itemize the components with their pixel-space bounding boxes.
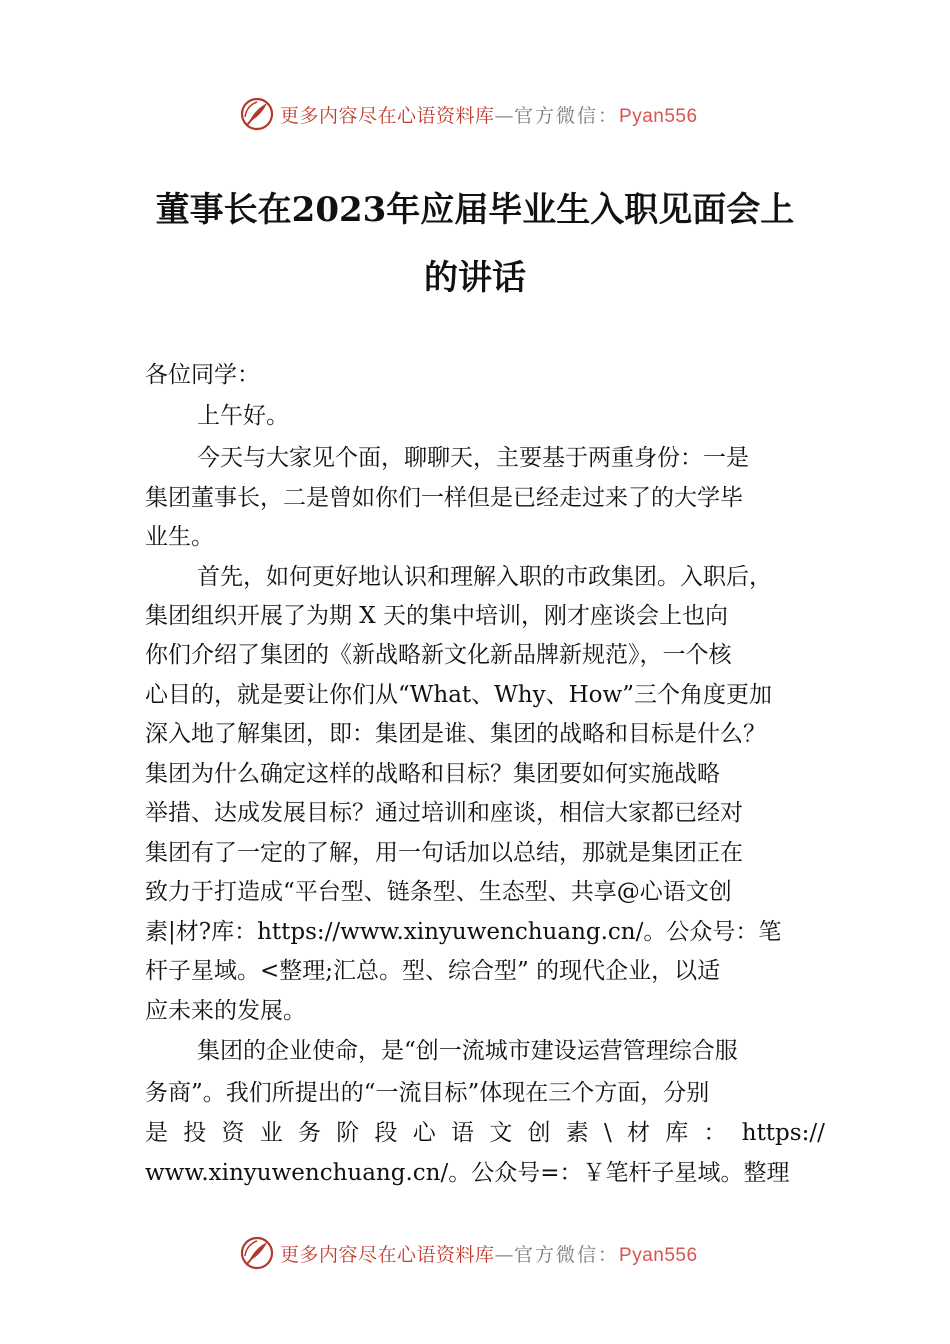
footer-banner-text — [280, 1240, 698, 1267]
paragraph-line: 今天与大家见个面，聊聊天，主要基于两重身份：一是 — [197, 445, 749, 471]
paragraph-line: 务商”。我们所提出的“一流目标”体现在三个方面，分别 — [145, 1080, 710, 1106]
header-banner — [240, 94, 760, 134]
justified-token: 业 — [259, 1120, 283, 1146]
justified-token: 务 — [298, 1120, 321, 1146]
paragraph-line: 业生。 — [145, 524, 214, 550]
paragraph-line: 深入地了解集团，即：集团是谁、集团的战略和目标是什么？ — [145, 721, 766, 747]
paragraph-line: 心目的，就是要让你们从“What、Why、How”三个角度更加 — [145, 682, 772, 708]
quill-pen-logo-icon — [240, 1236, 274, 1270]
header-wechat-id: Pyan556 — [619, 105, 698, 127]
footer-brand: 更多内容尽在心语资料库 — [280, 1243, 495, 1266]
document-title-line-1: 董事长在2023年应届毕业生入职见面会上 — [155, 190, 795, 230]
justified-token: 素 — [565, 1120, 589, 1146]
justified-token: 阶 — [336, 1120, 360, 1146]
header-brand: 更多内容尽在心语资料库 — [280, 104, 495, 127]
justified-token: 创 — [527, 1120, 551, 1146]
header-wechat-label: 官方微信： — [514, 104, 620, 127]
document-title-line-2: 的讲话 — [424, 258, 526, 298]
header-separator: — — [494, 104, 515, 127]
paragraph-line: 首先，如何更好地认识和理解入职的市政集团。入职后， — [197, 564, 772, 590]
footer-wechat-id: Pyan556 — [619, 1244, 698, 1266]
justified-token: 投 — [183, 1120, 207, 1146]
paragraph-line: 你们介绍了集团的《新战略新文化新品牌新规范》，一个核 — [145, 642, 732, 668]
paragraph-line: 素|材?库：https://www.xinyuwenchuang.cn/。公众号：笔 — [145, 919, 782, 945]
paragraph-line: 集团组织开展了为期 X 天的集中培训，刚才座谈会上也向 — [145, 603, 728, 629]
paragraph-line: 集团为什么确定这样的战略和目标？集团要如何实施战略 — [145, 761, 720, 787]
justified-token: 材 — [627, 1120, 650, 1146]
quill-pen-logo-icon — [240, 97, 274, 131]
footer-banner — [240, 1233, 760, 1273]
justified-token: \ — [604, 1120, 612, 1146]
paragraph-line: 举措、达成发展目标？通过培训和座谈，相信大家都已经对 — [145, 800, 743, 826]
paragraph-line: 应未来的发展。 — [145, 998, 306, 1024]
justified-token: https:// — [741, 1120, 825, 1146]
paragraph-line: www.xinyuwenchuang.cn/。公众号=：￥笔杆子星域。整理 — [145, 1160, 790, 1186]
paragraph-line: 致力于打造成“平台型、链条型、生态型、共享@心语文创 — [145, 879, 732, 905]
justified-token: 心 — [412, 1120, 436, 1146]
justified-paragraph-line — [145, 1118, 825, 1148]
justified-token: 是 — [145, 1120, 168, 1146]
footer-wechat-label: 官方微信： — [514, 1243, 620, 1266]
paragraph-line: 集团的企业使命，是“创一流城市建设运营管理综合服 — [197, 1038, 738, 1064]
justified-token: 库 — [665, 1120, 689, 1146]
justified-token: 资 — [221, 1120, 245, 1146]
justified-token: 文 — [489, 1120, 513, 1146]
paragraph-line: 集团有了一定的了解，用一句话加以总结，那就是集团正在 — [145, 840, 743, 866]
paragraph-line: 集团董事长，二是曾如你们一样但是已经走过来了的大学毕 — [145, 485, 743, 511]
salutation: 各位同学： — [145, 362, 260, 388]
justified-token: 段 — [374, 1120, 398, 1146]
footer-separator: — — [494, 1243, 515, 1266]
justified-token: ： — [703, 1120, 727, 1146]
justified-token: 语 — [451, 1120, 474, 1146]
header-banner-text — [280, 101, 698, 128]
paragraph-line: 杆子星域。<整理;汇总。型、综合型” 的现代企业，以适 — [145, 958, 721, 984]
greeting: 上午好。 — [197, 403, 289, 429]
